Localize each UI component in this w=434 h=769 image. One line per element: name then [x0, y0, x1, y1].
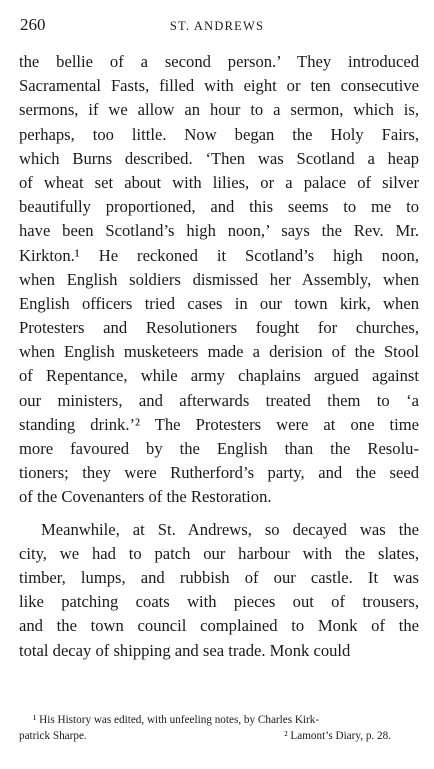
paragraph-2-line: and the town council complained to Monk of the [19, 616, 419, 636]
paragraph-2-line: timber, lumps, and rubbish of our castle. It was [19, 567, 419, 587]
paragraph-1-line: of the Covenanters of the Restoration. [19, 487, 272, 507]
paragraph-1-line: English officers tried cases in our town kirk, when [19, 293, 419, 313]
paragraph-gap [19, 510, 419, 518]
paragraph-1-line: of Repentance, while army chaplains argued against [19, 366, 419, 386]
footnote-2: ² Lamont’s Diary, p. 28. [284, 730, 391, 742]
paragraph-2-line: city, we had to patch our harbour with the slates, [19, 543, 419, 563]
paragraph-2-line: like patching coats with pieces out of trousers, [19, 592, 419, 612]
paragraph-1-line: standing drink.’² The Protesters were at one time [19, 414, 419, 434]
paragraph-1-line: of wheat set about with lilies, or a palace of silver [19, 172, 419, 192]
running-head: ST. ANDREWS [169, 19, 265, 33]
paragraph-2-line: Meanwhile, at St. Andrews, so decayed was the [41, 519, 419, 539]
paragraph-1-line: when English musketeers made a derision of the Stool [19, 342, 419, 362]
footnote-1: ¹ His History was edited, with unfeeling notes, by Charles Kirk- [33, 714, 320, 726]
body-text [19, 50, 419, 663]
page-header [0, 14, 434, 38]
paragraph-1-line: perhaps, too little. Now began the Holy Fairs, [19, 124, 419, 144]
page-number: 260 [20, 15, 46, 34]
paragraph-1-line: beautifully proportioned, and this seems to me to [19, 197, 419, 217]
paragraph-1-line: our ministers, and afterwards treated them to ‘a [19, 390, 419, 410]
paragraph-1 [19, 50, 419, 510]
paragraph-1-line: Protesters and Resolutioners fought for churches, [19, 318, 419, 338]
paragraph-2-line: total decay of shipping and sea trade. Monk could [19, 640, 351, 660]
paragraph-1-line: sermons, if we allow an hour to a sermon, which is, [19, 100, 419, 120]
paragraph-1-line: have been Scotland’s high noon,’ says the Rev. Mr. [19, 221, 419, 241]
paragraph-1-line: Kirkton.¹ He reckoned it Scotland’s high noon, [19, 245, 419, 265]
paragraph-1-line: tioners; they were Rutherford’s party, and the seed [19, 463, 419, 483]
footnote-line-2 [19, 728, 419, 744]
paragraph-1-line: the bellie of a second person.’ They introduced [19, 52, 419, 71]
paragraph-1-line: Sacramental Fasts, filled with eight or ten consecutive [19, 76, 419, 96]
footnote-1-continuation: patrick Sharpe. [19, 730, 87, 742]
footnotes [19, 712, 419, 744]
paragraph-1-line: when English soldiers dismissed her Assembly, when [19, 269, 419, 289]
paragraph-2 [19, 518, 419, 663]
paragraph-1-line: more favoured by the English than the Resolu- [19, 439, 419, 458]
paragraph-1-line: which Burns described. ‘Then was Scotland a heap [19, 148, 419, 168]
